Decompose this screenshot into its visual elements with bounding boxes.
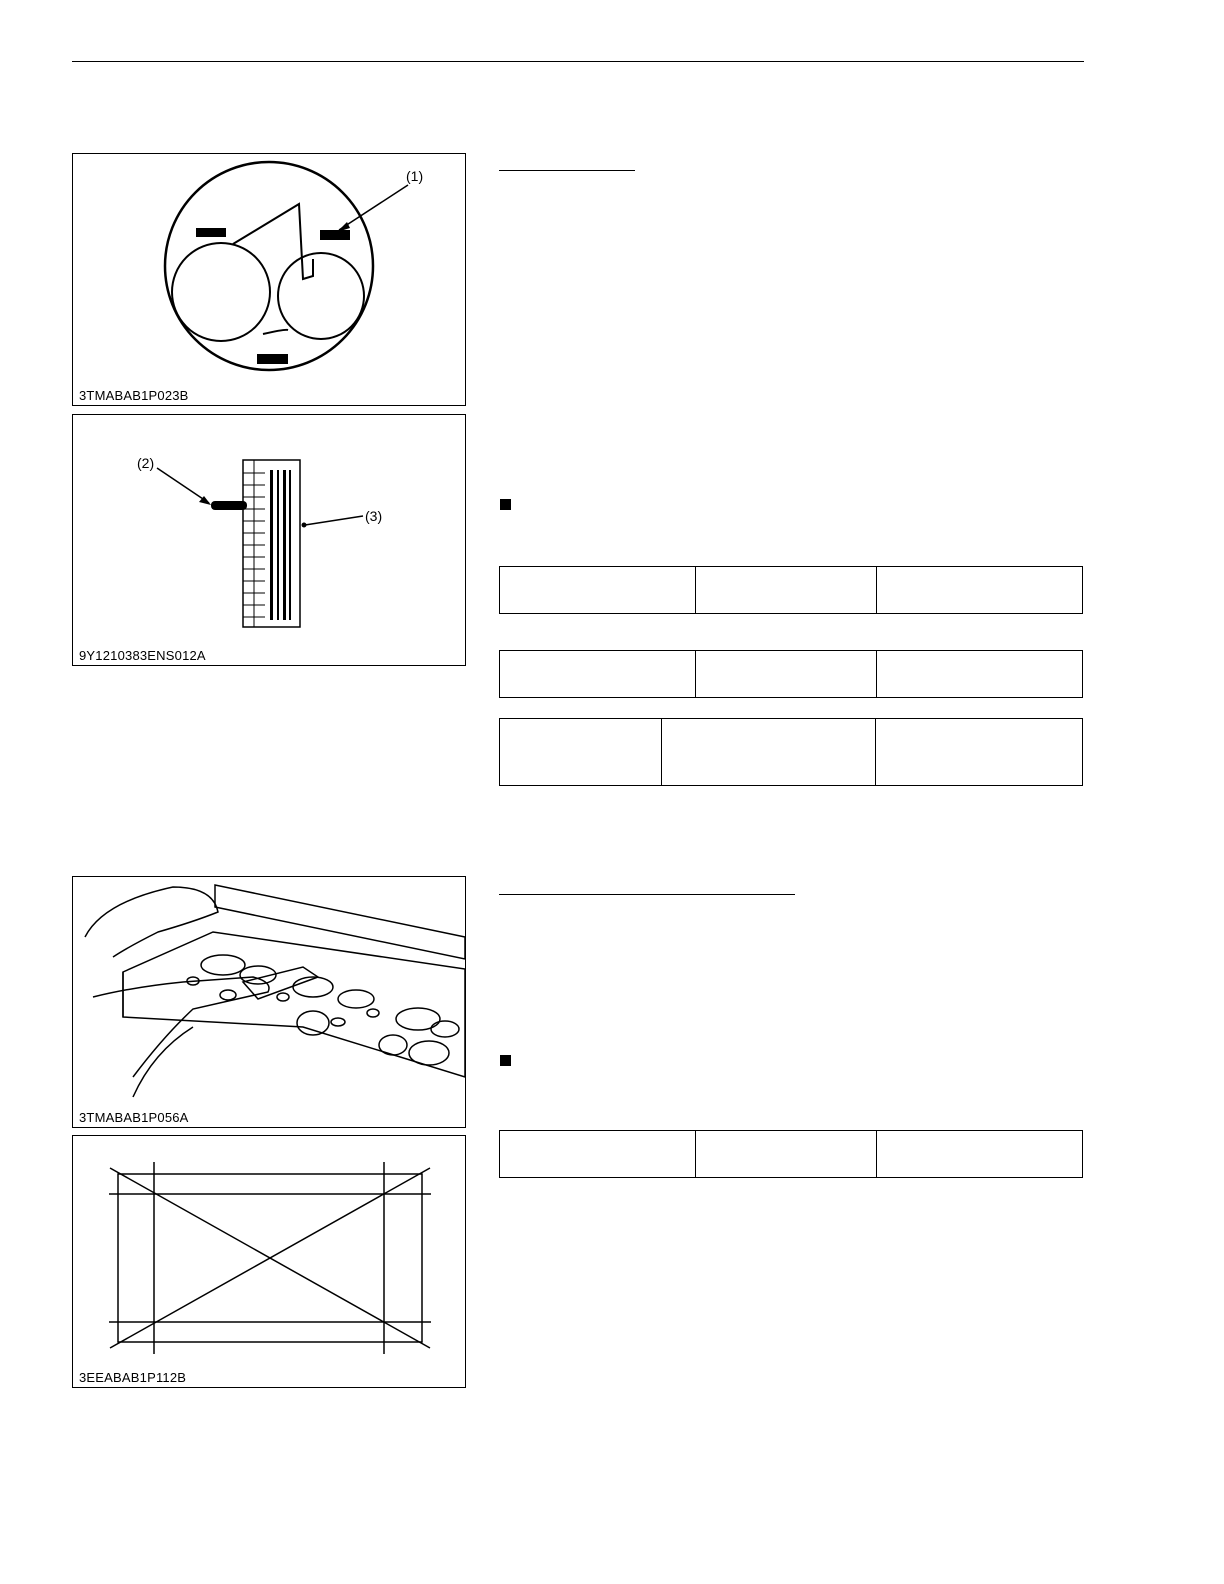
table-cell — [500, 567, 696, 614]
table-cell — [500, 1131, 696, 1178]
callout-3: (3) — [365, 508, 383, 524]
section-1-heading-underline — [499, 170, 635, 171]
spec-table-3 — [499, 718, 1083, 786]
figure-2 — [72, 414, 466, 666]
table-row — [500, 1131, 1083, 1178]
table-cell — [696, 651, 877, 698]
cylinder-head-flatness-illustration — [73, 877, 467, 1129]
table-row — [500, 651, 1083, 698]
figure-1-code: 3TMABAB1P023B — [79, 388, 189, 403]
figure-3-code: 3TMABAB1P056A — [79, 1110, 189, 1125]
spec-table-4 — [499, 1130, 1083, 1178]
figure-4 — [72, 1135, 466, 1388]
section-1-bullet — [500, 499, 511, 510]
table-row — [500, 567, 1083, 614]
header-rule — [72, 61, 1084, 62]
section-2-heading-underline — [499, 894, 795, 895]
figure-4-code: 3EEABAB1P112B — [79, 1370, 187, 1385]
figure-2-code: 9Y1210383ENS012A — [79, 648, 206, 663]
table-cell — [696, 567, 877, 614]
piston-top-illustration — [73, 154, 467, 407]
figure-1 — [72, 153, 466, 406]
table-cell — [500, 719, 662, 786]
callout-2: (2) — [137, 455, 155, 471]
callout-1: (1) — [406, 168, 424, 184]
table-cell — [877, 567, 1083, 614]
section-2-bullet — [500, 1055, 511, 1066]
spec-table-1 — [499, 566, 1083, 614]
table-cell — [696, 1131, 877, 1178]
spec-table-2 — [499, 650, 1083, 698]
table-cell — [876, 719, 1083, 786]
figure-3 — [72, 876, 466, 1128]
table-cell — [877, 1131, 1083, 1178]
plastigage-illustration — [73, 415, 467, 667]
measuring-positions-diagram — [73, 1136, 467, 1389]
table-row — [500, 719, 1083, 786]
table-cell — [500, 651, 696, 698]
table-cell — [662, 719, 876, 786]
table-cell — [877, 651, 1083, 698]
